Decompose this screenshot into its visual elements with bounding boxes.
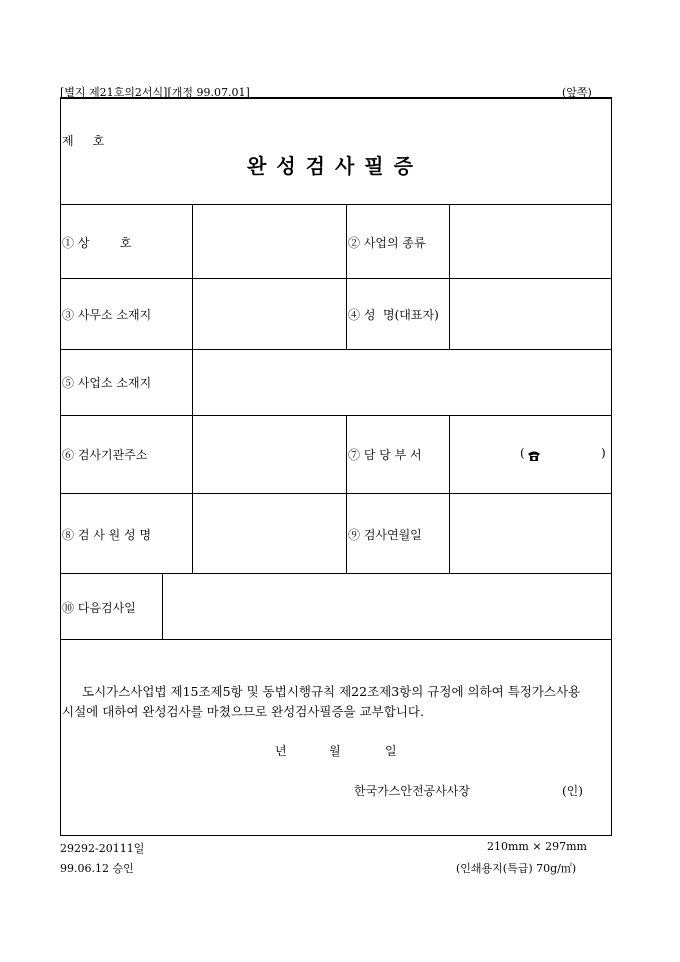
date-day: 일 [385, 744, 397, 758]
row-divider-6 [60, 573, 612, 574]
page-side-label: (앞쪽) [562, 86, 592, 99]
phone-open-paren: ( [520, 446, 525, 460]
field-label-inspector-name: ⑧ 검 사 원 성 명 [62, 528, 152, 542]
phone-close-paren: ) [601, 446, 606, 460]
field-label-site-address: ⑤ 사업소 소재지 [62, 376, 152, 390]
form-code: 29292-20111일 [60, 842, 145, 855]
approval-date: 99.06.12 승인 [60, 862, 134, 875]
form-reference: [별지 제21호의2서식][개정 99.07.01] [60, 86, 250, 99]
field-label-department: ⑦ 담 당 부 서 [348, 448, 422, 462]
col-divider-a [192, 204, 193, 349]
row-divider-3 [60, 349, 612, 350]
col-divider-f [346, 415, 347, 573]
col-divider-c [449, 204, 450, 349]
statement-line-2: 시설에 대하여 완성검사를 마쳤으므로 완성검사필증을 교부합니다. [62, 704, 424, 719]
field-label-trade-name: ① 상 호 [62, 236, 132, 250]
document-title: 완성검사필증 [247, 154, 423, 178]
row-divider-7 [60, 639, 612, 640]
row-divider-4 [60, 415, 612, 416]
row-divider-2 [60, 278, 612, 279]
row-divider-1 [60, 204, 612, 205]
seal-mark: (인) [562, 784, 583, 798]
field-label-next-inspection: ⑩ 다음검사일 [62, 601, 136, 615]
row-divider-5 [60, 493, 612, 494]
form-frame [60, 98, 612, 836]
field-label-inspection-date: ⑨ 검사연월일 [348, 528, 422, 542]
paper-spec: (인쇄용지(특급) 70g/㎡) [456, 862, 577, 875]
date-year: 년 [275, 744, 287, 758]
issuer-name: 한국가스안전공사사장 [354, 784, 470, 798]
document-number-label: 제 호 [62, 134, 105, 148]
field-label-inspection-agency: ⑥ 검사기관주소 [62, 448, 148, 462]
col-divider-d [192, 349, 193, 415]
field-label-business-type: ② 사업의 종류 [348, 236, 426, 250]
date-month: 월 [329, 744, 341, 758]
col-divider-e [192, 415, 193, 573]
col-divider-h [162, 573, 163, 639]
col-divider-g [449, 415, 450, 573]
field-label-representative: ④ 성 명(대표자) [348, 308, 439, 322]
paper-size: 210mm × 297mm [487, 840, 587, 853]
col-divider-b [346, 204, 347, 349]
telephone-icon [527, 447, 541, 466]
statement-line-1: 도시가스사업법 제15조제5항 및 동법시행규칙 제22조제3항의 규정에 의하여 특정가스사용 [82, 684, 581, 699]
field-label-office-address: ③ 사무소 소재지 [62, 308, 152, 322]
